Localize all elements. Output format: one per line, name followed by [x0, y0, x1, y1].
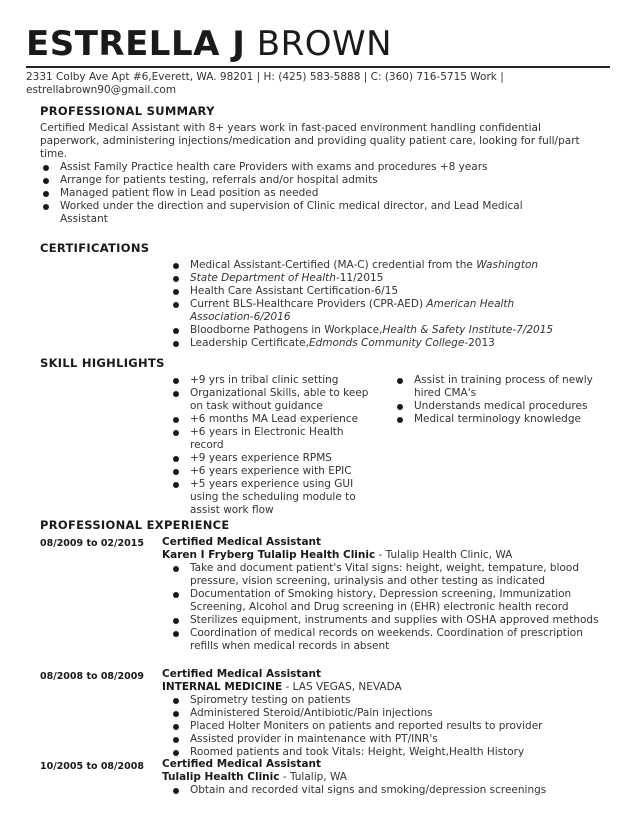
certifications-title: CERTIFICATIONS: [40, 241, 150, 255]
cert-issuer: American Health Association-6/2016: [190, 298, 515, 323]
list-item: Obtain and recorded vital signs and smoking/depression screenings: [170, 784, 610, 797]
list-item: Understands medical procedures: [394, 400, 616, 413]
skills-list-right: [394, 374, 616, 426]
list-item: Organizational Skills, able to keep on task without guidance: [170, 387, 380, 413]
list-item: Assist in training process of newly hired CMA's: [394, 374, 616, 400]
list-item: +6 months MA Lead experience: [170, 413, 380, 426]
job-bullets: [170, 694, 610, 759]
job-bullets: [170, 784, 610, 797]
summary-bullets: [40, 161, 560, 226]
skills-title: SKILL HIGHLIGHTS: [40, 356, 165, 370]
employer-name: Karen I Fryberg Tulalip Health Clinic: [162, 549, 376, 561]
job-dates: 10/2005 to 08/2008: [40, 761, 144, 772]
cert-item: [170, 324, 580, 337]
experience-title: PROFESSIONAL EXPERIENCE: [40, 518, 230, 532]
summary-title: PROFESSIONAL SUMMARY: [40, 104, 215, 118]
cert-item: [170, 285, 580, 298]
job-bullets: [170, 562, 610, 653]
list-item: Roomed patients and took Vitals: Height, Weight,Health History: [170, 746, 610, 759]
cert-issuer: Edmonds Community College: [308, 337, 465, 349]
cert-text: Medical Assistant-Certified (MA-C) credential from the: [190, 259, 477, 271]
cert-issuer: State Department of Health: [190, 272, 336, 284]
summary-text: Certified Medical Assistant with 8+ years work in fast-paced environment handling confidential paperwork, administering injections/medication and providing quality patient care, looking for full/part time.: [40, 122, 580, 160]
list-item: Take and document patient's Vital signs: height, weight, tempature, blood pressure, vision screening, urinalysis and other testing as indicated: [170, 562, 610, 588]
skills-list-left: [170, 374, 380, 517]
job-employer: [162, 681, 402, 693]
list-item: Assisted provider in maintenance with PT/INR's: [170, 733, 610, 746]
cert-text: Leadership Certificate,: [190, 337, 309, 349]
job-title: Certified Medical Assistant: [162, 668, 322, 680]
cert-date: -11/2015: [335, 272, 384, 284]
cert-item: [170, 298, 580, 324]
cert-date: -2013: [464, 337, 495, 349]
list-item: Arrange for patients testing, referrals and/or hospital admits: [40, 174, 560, 187]
header-divider: [26, 66, 610, 68]
contact-line: 2331 Colby Ave Apt #6,Everett, WA. 98201 | H: (425) 583-5888 | C: (360) 716-5715 Work |: [26, 71, 504, 83]
list-item: +6 years experience with EPIC: [170, 465, 380, 478]
cert-text: Bloodborne Pathogens in Workplace,: [190, 324, 383, 336]
certifications-list: [170, 259, 580, 350]
list-item: +9 yrs in tribal clinic setting: [170, 374, 380, 387]
cert-issuer: Washington: [476, 259, 539, 271]
list-item: Worked under the direction and supervision of Clinic medical director, and Lead Medical Assistant: [40, 200, 560, 226]
job-title: Certified Medical Assistant: [162, 758, 322, 770]
list-item: +5 years experience using GUI using the scheduling module to assist work flow: [170, 478, 380, 517]
cert-item: [170, 272, 580, 285]
email-line: estrellabrown90@gmail.com: [26, 84, 177, 96]
employer-location: - Tulalip Health Clinic, WA: [375, 549, 513, 561]
list-item: +9 years experience RPMS: [170, 452, 380, 465]
first-name: ESTRELLA J: [26, 24, 246, 64]
contact-info: [26, 71, 616, 97]
list-item: Sterilizes equipment, instruments and supplies with OSHA approved methods: [170, 614, 610, 627]
job-dates: 08/2008 to 08/2009: [40, 671, 144, 682]
employer-name: Tulalip Health Clinic: [162, 771, 280, 783]
cert-issuer: Health & Safety Institute-7/2015: [382, 324, 554, 336]
job-employer: [162, 549, 512, 561]
list-item: Administered Steroid/Antibiotic/Pain injections: [170, 707, 610, 720]
list-item: +6 years in Electronic Health record: [170, 426, 380, 452]
list-item: Managed patient flow in Lead position as needed: [40, 187, 560, 200]
job-dates: 08/2009 to 02/2015: [40, 538, 144, 549]
employer-location: - Tulalip, WA: [279, 771, 347, 783]
list-item: Spirometry testing on patients: [170, 694, 610, 707]
cert-text: Current BLS-Healthcare Providers (CPR-AED): [190, 298, 427, 310]
list-item: Placed Holter Moniters on patients and reported results to provider: [170, 720, 610, 733]
last-name: BROWN: [256, 24, 393, 64]
list-item: Documentation of Smoking history, Depression screening, Immunization Screening, Alcohol and Drug screening in (EHR) electronic health record: [170, 588, 610, 614]
list-item: Coordination of medical records on weekends. Coordination of prescription refills when medical records in absent: [170, 627, 610, 653]
employer-name: INTERNAL MEDICINE: [162, 681, 283, 693]
list-item: Assist Family Practice health care Providers with exams and procedures +8 years: [40, 161, 560, 174]
job-title: Certified Medical Assistant: [162, 536, 322, 548]
employer-location: - LAS VEGAS, NEVADA: [282, 681, 402, 693]
cert-text: Health Care Assistant Certification-6/15: [190, 285, 399, 297]
job-employer: [162, 771, 347, 783]
candidate-name: [26, 24, 392, 64]
cert-item: [170, 259, 580, 272]
list-item: Medical terminology knowledge: [394, 413, 616, 426]
cert-item: [170, 337, 580, 350]
